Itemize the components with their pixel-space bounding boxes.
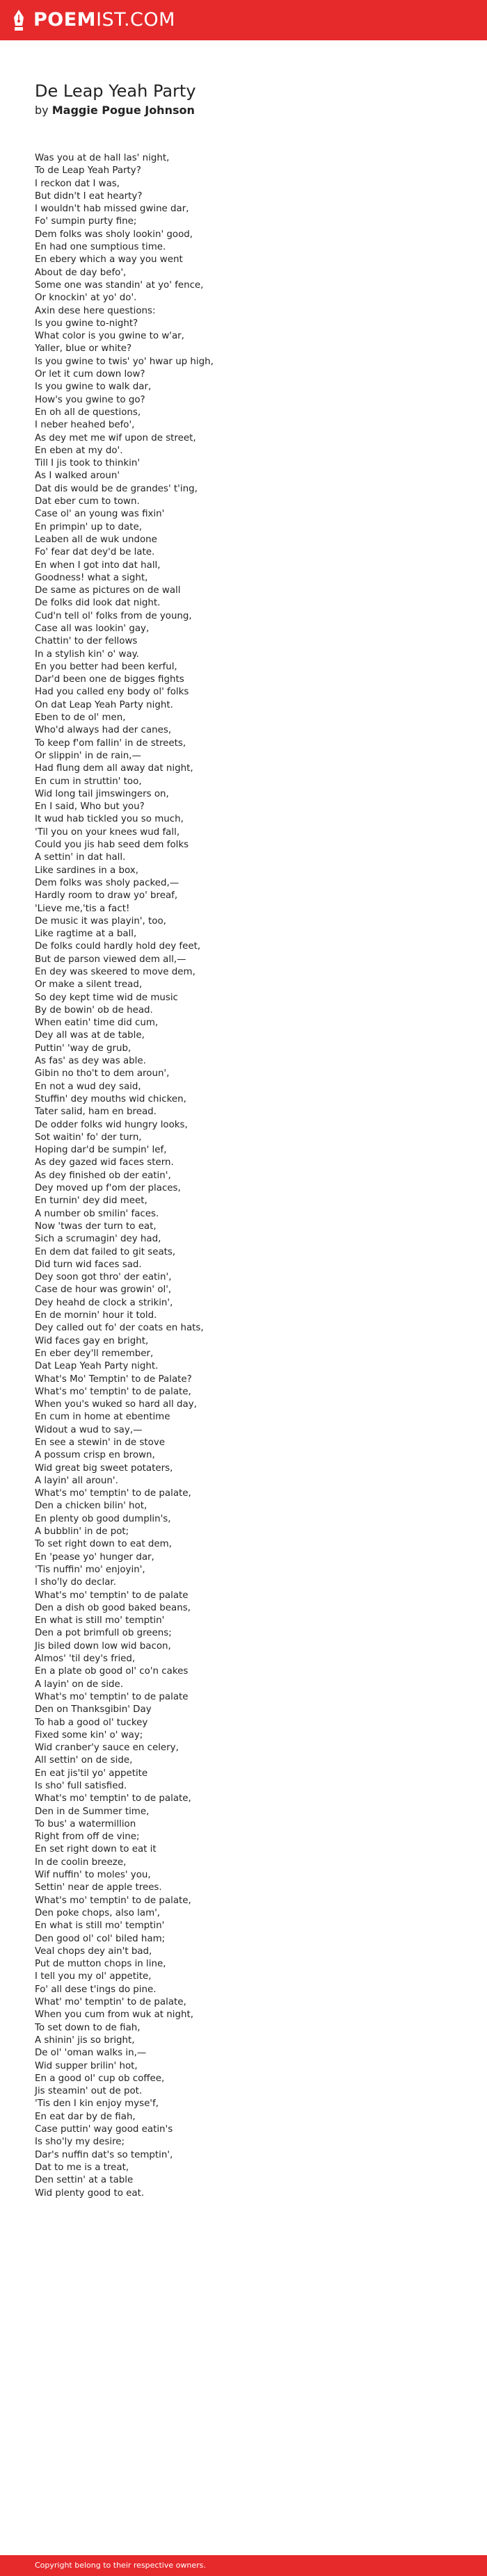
poem-line: Dey all was at de table, (35, 1030, 145, 1041)
poem-line: Dey soon got thro' der eatin', (35, 1272, 172, 1283)
poem-line: Dem folks was sholy lookin' good, (35, 229, 193, 240)
poem-line: Cud'n tell ol' folks from de young, (35, 610, 192, 621)
poem-line: I neber heahed befo', (35, 420, 135, 431)
poem-line: Settin' near de apple trees. (35, 1882, 162, 1893)
poem-line: En you better had been kerful, (35, 661, 177, 672)
poem-line: Den settin' at a table (35, 2175, 134, 2186)
brand-regular: IST.COM (96, 9, 175, 31)
poem-line: En I said, Who but you? (35, 801, 145, 813)
poem-line: En dey was skeered to move dem, (35, 967, 195, 977)
poem-line: Dat dis would be de grandes' t'ing, (35, 483, 198, 494)
poem-line: Sot waitin' fo' der turn, (35, 1132, 142, 1143)
poem-line: A bubblin' in de pot; (35, 1526, 129, 1538)
pen-nib-icon (11, 9, 26, 31)
poem-line: To keep f'om fallin' in de streets, (35, 737, 186, 749)
poem-line: It wud hab tickled you so much, (35, 814, 184, 825)
poem-line: En primpin' up to date, (35, 521, 143, 532)
poem-line: As I walked aroun' (35, 471, 120, 482)
author-link[interactable]: Maggie Pogue Johnson (51, 104, 195, 117)
poem-line: En cum in home at ebentime (35, 1412, 170, 1423)
poem-line: Hoping dar'd be sumpin' lef, (35, 1145, 167, 1156)
poem-line: I wouldn't hab missed gwine dar, (35, 204, 189, 215)
poem-line: In de coolin breeze, (35, 1857, 127, 1868)
poem-line: De music it was playin', too, (35, 915, 166, 927)
poem-line: Dey heahd de clock a strikin', (35, 1297, 173, 1308)
poem-line: Den poke chops, also lam', (35, 1907, 161, 1918)
poem-line: Stuffin' dey mouths wid chicken, (35, 1093, 186, 1104)
poem-line: Yaller, blue or white? (35, 343, 132, 354)
poem-line: De ol' 'oman walks in,— (35, 2048, 147, 2059)
poem-line: En a good ol' cup ob coffee, (35, 2073, 165, 2084)
poem-line: I reckon dat I was, (35, 178, 120, 189)
poem-line: En eben at my do'. (35, 445, 123, 456)
poem-line: De folks could hardly hold dey feet, (35, 941, 201, 952)
poem-line: What's mo' temptin' to de palate, (35, 1386, 191, 1397)
poem-line: Dat Leap Yeah Party night. (35, 1361, 159, 1372)
poem-line: To set right down to eat dem, (35, 1539, 172, 1550)
poem-line: Chattin' to der fellows (35, 636, 138, 647)
poem-line: Dem folks was sholy packed,— (35, 877, 179, 888)
poem-line: En dem dat failed to git seats, (35, 1246, 176, 1257)
poem-line: En not a wud dey said, (35, 1081, 141, 1092)
poem-line: Den good ol' col' biled ham; (35, 1933, 166, 1944)
poem-line: En what is still mo' temptin' (35, 1921, 165, 1932)
poem-line: Fo' all dese t'ings do pine. (35, 1984, 157, 1995)
site-brand (33, 9, 175, 31)
poem-line: Puttin' 'way de grub, (35, 1043, 131, 1054)
poem-line: Like ragtime at a ball, (35, 929, 137, 940)
poem-line: A layin' all aroun'. (35, 1475, 118, 1486)
site-logo[interactable] (11, 9, 175, 31)
poem-line: Could you jis hab seed dem folks (35, 840, 189, 851)
poem-line: Or make a silent tread, (35, 979, 143, 991)
poem-line: As dey met me wif upon de street, (35, 432, 196, 443)
poem-line: Den in de Summer time, (35, 1806, 150, 1817)
copyright-text: Copyright belong to their respective owners. (35, 2561, 206, 2570)
poem-line: Eben to de ol' men, (35, 712, 126, 724)
poem-line: What color is you gwine to w'ar, (35, 331, 184, 342)
by-label: by (35, 104, 49, 117)
poem-line: Did turn wid faces sad. (35, 1259, 142, 1270)
poem-line: Case puttin' way good eatin's (35, 2124, 173, 2135)
poem-line: Den a dish ob good baked beans, (35, 1602, 191, 1613)
poem-line: Wid faces gay en bright, (35, 1335, 149, 1346)
poem-line: Leaben all de wuk undone (35, 534, 157, 545)
poem-line: 'Tis den I kin enjoy myse'f, (35, 2098, 159, 2110)
poem-line: To bus' a watermillion (35, 1818, 136, 1829)
poem-line: Is you gwine to twis' yo' hwar up high, (35, 356, 214, 367)
poem-line: En 'pease yo' hunger dar, (35, 1551, 154, 1563)
poem-line: Case ol' an young was fixin' (35, 509, 165, 520)
poem-line: En see a stewin' in de stove (35, 1437, 165, 1448)
poem-line: De same as pictures on de wall (35, 585, 181, 596)
poem-line: I tell you my ol' appetite, (35, 1971, 152, 1982)
poem-line: Fixed some kin' o' way; (35, 1729, 143, 1741)
poem-line: In a stylish kin' o' way. (35, 649, 139, 660)
poem-line: A layin' on de side. (35, 1679, 124, 1690)
poem-line: Or let it cum down low? (35, 369, 145, 380)
poem-line: Is sho'ly my desire; (35, 2137, 125, 2148)
poem-line: 'Til you on your knees wud fall, (35, 826, 180, 838)
poem-line: Or slippin' in de rain,— (35, 750, 141, 761)
poem-line: En ebery which a way you went (35, 254, 183, 266)
poem-line: But didn't I eat hearty? (35, 190, 143, 202)
poem-line: Is you gwine to walk dar, (35, 382, 152, 393)
poem-line: On dat Leap Yeah Party night. (35, 699, 173, 710)
poem-line: About de day befo', (35, 267, 127, 278)
poem-line: Right from off de vine; (35, 1832, 140, 1843)
poem-line: En eat dar by de fiah, (35, 2111, 136, 2122)
poem-line: To hab a good ol' tuckey (35, 1717, 148, 1728)
poem-line: En what is still mo' temptin' (35, 1615, 165, 1627)
poem-byline (35, 103, 195, 118)
poem-line: Some one was standin' at yo' fence, (35, 279, 204, 291)
poem-line: Case de hour was growin' ol', (35, 1285, 172, 1296)
poem-line: Dat to me is a treat, (35, 2162, 129, 2173)
poem-line: A shinin' jis so bright, (35, 2035, 135, 2046)
poem-line: Is you gwine to-night? (35, 318, 138, 329)
poem-line: Wid great big sweet potaters, (35, 1462, 173, 1474)
poem-line: But de parson viewed dem all,— (35, 954, 186, 965)
poem-line: En oh all de questions, (35, 407, 141, 418)
poem-line: Dat eber cum to town. (35, 496, 140, 507)
poem-line: To de Leap Yeah Party? (35, 165, 141, 177)
poem-line: En when I got into dat hall, (35, 560, 161, 571)
poem-body (35, 152, 452, 2200)
poem-line: What's mo' temptin' to de palate (35, 1590, 189, 1601)
poem-line: Case all was lookin' gay, (35, 623, 150, 634)
site-header (0, 0, 487, 40)
poem-line: As fas' as dey was able. (35, 1056, 146, 1067)
poem-line: What' mo' temptin' to de palate, (35, 1997, 186, 2008)
poem-line: Veal chops dey ain't bad, (35, 1946, 152, 1957)
poem-line: Dey moved up f'om der places, (35, 1183, 181, 1194)
poem-line: En cum in struttin' too, (35, 776, 142, 787)
poem-line: Wid cranber'y sauce en celery, (35, 1743, 179, 1754)
poem-line: Den on Thanksgibin' Day (35, 1704, 152, 1715)
site-footer (0, 2555, 487, 2576)
poem-line: What's mo' temptin' to de palate (35, 1691, 189, 1702)
poem-line: Hardly room to draw yo' breaf, (35, 890, 178, 902)
poem-line: A possum crisp en brown, (35, 1450, 155, 1461)
poem-line: A settin' in dat hall. (35, 852, 126, 863)
poem-line: Is sho' full satisfied. (35, 1781, 127, 1791)
poem-line: Fo' sumpin purty fine; (35, 216, 137, 227)
poem-line: Gibin no tho't to dem aroun', (35, 1068, 170, 1079)
poem-line: De folks did look dat night. (35, 598, 161, 609)
poem-line: As dey finished ob der eatin', (35, 1170, 171, 1181)
poem-line: What's Mo' Temptin' to de Palate? (35, 1373, 192, 1385)
poem-line: En plenty ob good dumplin's, (35, 1513, 171, 1524)
poem-line: En eat jis'til yo' appetite (35, 1768, 148, 1779)
poem-line: Wif nuffin' to moles' you, (35, 1870, 151, 1881)
poem-line: Dey called out fo' der coats en hats, (35, 1323, 204, 1334)
poem-line: De odder folks wid hungry looks, (35, 1119, 188, 1130)
poem-line: By de bowin' ob de head. (35, 1004, 153, 1016)
poem-line: When you's wuked so hard all day, (35, 1399, 197, 1410)
poem-line: En had one sumptious time. (35, 242, 166, 253)
poem-line: En de mornin' hour it told. (35, 1310, 157, 1321)
poem-line: What's mo' temptin' to de palate, (35, 1895, 191, 1906)
poem-line: Den a pot brimfull ob greens; (35, 1628, 172, 1639)
poem-line: En eber dey'll remember, (35, 1348, 154, 1359)
poem-line: Now 'twas der turn to eat, (35, 1221, 157, 1232)
poem-line: Jis biled down low wid bacon, (35, 1640, 171, 1652)
poem-line: Dar'd been one de bigges fights (35, 674, 184, 685)
poem-line: How's you gwine to go? (35, 394, 145, 405)
poem-line: Dar's nuffin dat's so temptin', (35, 2149, 173, 2160)
poem-line: Who'd always had der canes, (35, 725, 172, 736)
poem-line: So dey kept time wid de music (35, 992, 178, 1003)
poem-line: When you cum from wuk at night, (35, 2010, 194, 2021)
poem-line: Wid supper brilin' hot, (35, 2060, 138, 2071)
poem-line: What's mo' temptin' to de palate, (35, 1488, 191, 1499)
poem-line: Almos' 'til dey's fried, (35, 1654, 136, 1665)
poem-line: En a plate ob good ol' co'n cakes (35, 1666, 189, 1677)
poem-line: En turnin' dey did meet, (35, 1196, 147, 1207)
poem-line: I sho'ly do declar. (35, 1577, 116, 1588)
poem-line: To set down to de fiah, (35, 2022, 141, 2033)
poem-line: Fo' fear dat dey'd be late. (35, 547, 155, 558)
poem-line: Wid plenty good to eat. (35, 2187, 145, 2199)
brand-bold: POEM (33, 9, 97, 31)
poem-line: Wid long tail jimswingers on, (35, 788, 169, 799)
poem-line: Widout a wud to say,— (35, 1424, 143, 1435)
poem-line: Or knockin' at yo' do'. (35, 293, 137, 304)
poem-line: Was you at de hall las' night, (35, 153, 170, 163)
poem-line: What's mo' temptin' to de palate, (35, 1793, 191, 1804)
poem-line: Had you called eny body ol' folks (35, 687, 189, 698)
poem-line: Axin dese here questions: (35, 305, 156, 316)
poem-line: Den a chicken bilin' hot, (35, 1501, 147, 1512)
poem-line: 'Lieve me,'tis a fact! (35, 903, 130, 914)
poem-line: A number ob smilin' faces. (35, 1208, 159, 1219)
poem-line: Like sardines in a box, (35, 865, 138, 876)
poem-line: 'Tis nuffin' mo' enjoyin', (35, 1564, 145, 1575)
poem-line: Till I jis took to thinkin' (35, 458, 140, 469)
poem-line: Put de mutton chops in line, (35, 1959, 166, 1970)
poem-line: En set right down to eat it (35, 1844, 157, 1855)
poem-title: De Leap Yeah Party (35, 81, 196, 101)
poem-line: Sich a scrumagin' dey had, (35, 1234, 161, 1245)
poem-line: Goodness! what a sight, (35, 572, 148, 583)
poem-line: When eatin' time did cum, (35, 1018, 159, 1029)
poem-line: All settin' on de side, (35, 1755, 133, 1766)
poem-line: Jis steamin' out de pot. (35, 2086, 143, 2097)
poem-line: Tater salid, ham en bread. (35, 1107, 157, 1118)
poem-line: Had flung dem all away dat night, (35, 763, 193, 774)
poem-line: As dey gazed wid faces stern. (35, 1157, 174, 1168)
